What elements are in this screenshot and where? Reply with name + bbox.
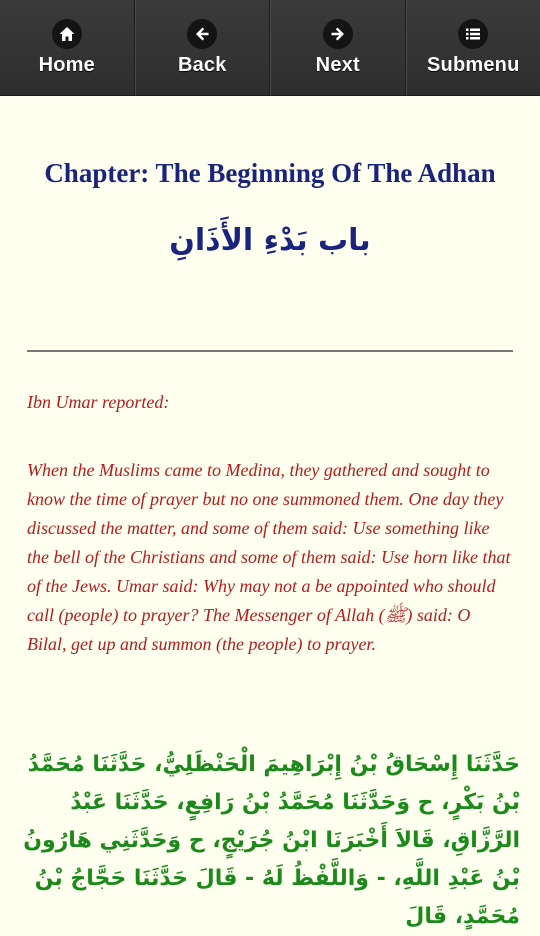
back-button[interactable]: [135, 0, 271, 95]
hadith-narrator: Ibn Umar reported:: [27, 392, 513, 413]
submenu-button[interactable]: [406, 0, 540, 95]
arrow-right-icon: [323, 19, 353, 49]
chapter-title-arabic: باب بَدْءِ الأَذَانِ: [0, 223, 540, 258]
top-navbar: [0, 0, 540, 96]
submenu-label: Submenu: [427, 54, 520, 77]
divider: [27, 350, 513, 352]
hadith-arabic-text: حَدَّثَنَا إِسْحَاقُ بْنُ إِبْرَاهِيمَ الْحَنْظَلِيُّ، حَدَّثَنَا مُحَمَّدُ بْنُ بَكْرٍ، ح وَحَدَّثَنَا مُحَمَّدُ بْنُ رَافِعٍ، حَدَّثَنَا عَبْدُ الرَّزَّاقِ، قَالاَ أَخْبَرَنَا ابْنُ جُرَيْجٍ، ح وَحَدَّثَنِي هَارُونُ بْنُ عَبْدِ اللَّهِ، - وَاللَّفْظُ لَهُ - قَالَ حَدَّثَنَا حَجَّاجُ بْنُ مُحَمَّدٍ، قَالَ: [20, 746, 520, 936]
list-icon: [458, 19, 488, 49]
hadith-english-text: When the Muslims came to Medina, they gathered and sought to know the time of prayer but no one summoned them. One day they discussed the matter, and some of them said: Use something like the bell of the Christians and some of them said: Use horn like that of the Jews. Umar said: Why may not a be appointed who should call (people) to prayer? The Messenger of Allah (ﷺ) said: O Bilal, get up and summon (the people) to prayer.: [27, 456, 513, 659]
home-icon: [52, 19, 82, 49]
chapter-title: Chapter: The Beginning Of The Adhan: [40, 154, 500, 193]
arrow-left-icon: [187, 19, 217, 49]
page-content: [0, 96, 540, 900]
next-button[interactable]: [270, 0, 406, 95]
back-label: Back: [178, 54, 227, 77]
home-button[interactable]: [0, 0, 135, 95]
home-label: Home: [39, 54, 95, 77]
next-label: Next: [316, 54, 360, 77]
